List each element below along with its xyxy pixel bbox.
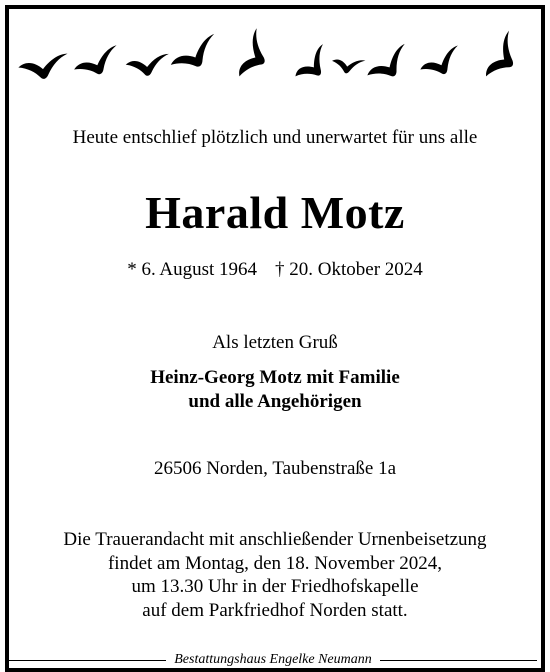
service-line: Die Trauerandacht mit anschließender Urnenbeisetzung — [63, 529, 487, 550]
bird-icon — [364, 44, 417, 88]
bird-icon — [167, 34, 224, 78]
service-details — [0, 528, 550, 622]
bird-icon — [331, 56, 366, 76]
service-line: findet am Montag, den 18. November 2024, — [107, 552, 442, 574]
bird-icon — [480, 31, 528, 86]
mourners-line-2: und alle Angehörigen — [188, 391, 362, 412]
mourners-address: 26506 Norden, Taubenstraße 1a — [153, 458, 397, 479]
bird-icon — [72, 45, 125, 82]
deceased-name: Harald Motz — [145, 187, 405, 238]
bird-icon — [17, 53, 70, 82]
footer-rule-left — [9, 660, 166, 661]
funeral-home-footer — [9, 652, 537, 668]
bird-icon — [291, 44, 337, 88]
funeral-home-name: Bestattungshaus Engelke Neumann — [174, 652, 372, 667]
life-dates — [0, 259, 550, 281]
service-line: um 13.30 Uhr in der Friedhofskapelle — [131, 576, 419, 597]
greeting-text: Als letzten Gruß — [212, 332, 338, 353]
bird-icon — [418, 45, 467, 82]
death-date: † 20. Oktober 2024 — [275, 259, 423, 280]
intro-text: Heute entschlief plötzlich und unerwartet für uns alle — [72, 127, 478, 148]
bird-icon — [233, 28, 277, 83]
mourners-line-1: Heinz-Georg Motz mit Familie — [150, 367, 400, 388]
flying-birds-icon — [10, 26, 540, 92]
footer-rule-right — [380, 660, 537, 661]
birth-date: * 6. August 1964 — [127, 259, 258, 280]
service-line: auf dem Parkfriedhof Norden statt. — [142, 599, 408, 621]
bird-icon — [125, 54, 171, 78]
